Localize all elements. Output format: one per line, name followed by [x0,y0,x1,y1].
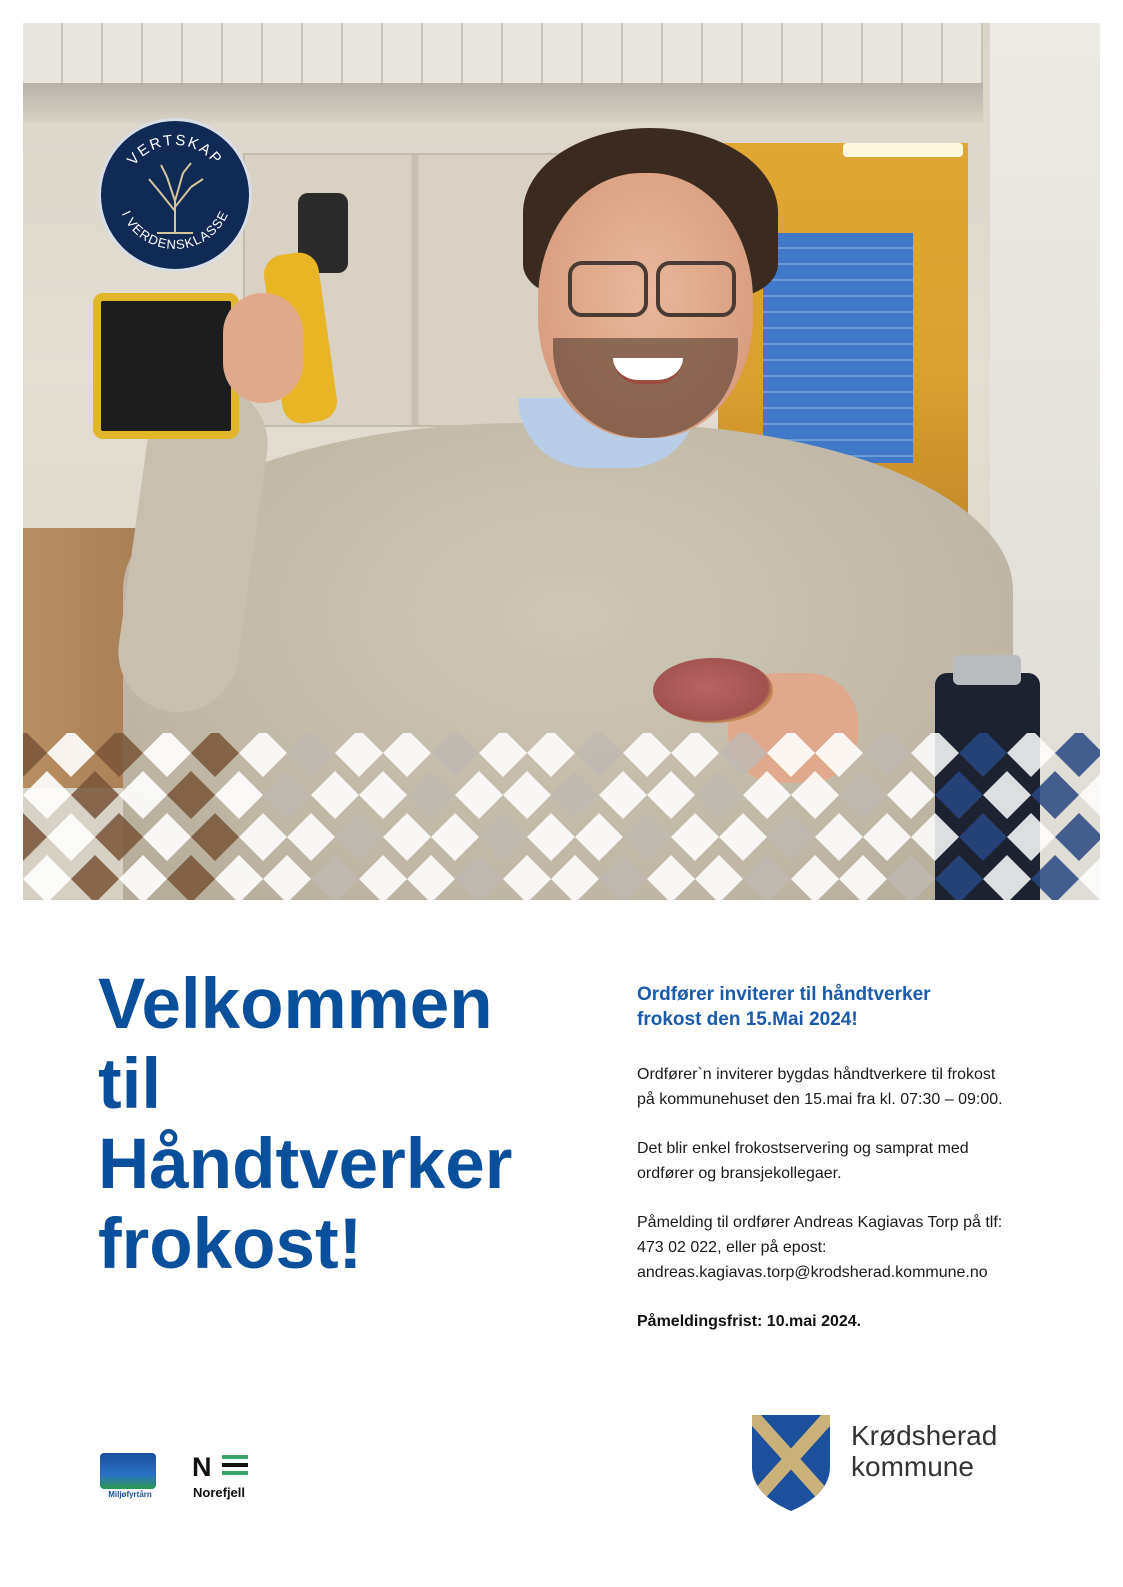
pattern-diamond [599,771,647,819]
pattern-diamond [287,733,335,777]
kommune-shield-icon [752,1415,830,1511]
open-sandwich [653,658,773,723]
pattern-diamond [23,813,47,861]
pattern-diamond [215,771,263,819]
pattern-diamond [455,855,503,900]
badge-bottom-text: I VERDENSKLASSE [118,208,232,253]
para3-line-1: Påmelding til ordfører Andreas Kagiavas Torp på tlf: [637,1214,1003,1231]
miljofyrtarn-label: Miljøfyrtårn [108,1490,152,1499]
norefjell-letter: N [192,1452,212,1482]
pattern-diamond [911,813,959,861]
badge-top-text: VERTSKAP [124,131,226,169]
hand-holding-drill [223,293,303,403]
pattern-diamond [1031,771,1079,819]
pattern-diamond [935,855,983,900]
pattern-diamond [671,813,719,861]
pattern-diamond [119,771,167,819]
kommune-name [851,1420,997,1482]
pattern-diamond [47,733,95,777]
para1-line-2: på kommunehuset den 15.mai fra kl. 07:30 – 09:00. [637,1091,1003,1108]
invitation-text [637,982,1057,1334]
pattern-diamond [1031,855,1079,900]
pattern-diamond [431,813,479,861]
subhead-line-1: Ordfører inviterer til håndtverker [637,984,931,1005]
pattern-diamond [23,771,71,819]
norefjell-label: Norefjell [193,1485,246,1500]
paragraph-time [637,1062,1057,1112]
ceiling-shadow [23,83,983,123]
kommune-line-1: Krødsherad [851,1420,998,1451]
pattern-diamond [335,813,383,861]
pattern-diamond [215,855,263,900]
pattern-diamond [191,733,239,777]
pattern-diamond [407,771,455,819]
pattern-diamond [143,733,191,777]
para3-line-2: 473 02 022, eller på epost: [637,1239,827,1256]
pattern-diamond [671,733,719,777]
pattern-diamond [575,733,623,777]
pattern-diamond [383,733,431,777]
pattern-diamond [503,771,551,819]
pattern-diamond [191,813,239,861]
pattern-diamond [743,771,791,819]
pattern-diamond [719,813,767,861]
pattern-diamond [1079,771,1100,819]
norefjell-logo [192,1452,262,1502]
pattern-diamond [503,855,551,900]
registration-deadline: Påmeldingsfrist: 10.mai 2024. [637,1313,862,1330]
email-link[interactable]: andreas.kagiavas.torp@krodsherad.kommune.no [637,1264,988,1281]
pattern-diamond [695,855,743,900]
subhead-line-2: frokost den 15.Mai 2024! [637,1009,858,1030]
pattern-diamond [455,771,503,819]
pattern-diamond [167,855,215,900]
vertskap-badge [98,118,252,272]
pattern-diamond [695,771,743,819]
pattern-diamond [743,855,791,900]
pattern-diamond [1007,813,1055,861]
pattern-diamond [887,771,935,819]
title-line-3: Håndtverker [98,1125,513,1204]
miljofyrtarn-logo [100,1453,158,1501]
pattern-diamond [983,771,1031,819]
pattern-diamond [23,855,71,900]
ceiling-lamp [843,143,963,157]
pattern-diamond [407,855,455,900]
pattern-diamond [791,771,839,819]
pattern-diamond [23,733,47,777]
ceiling [23,23,983,83]
pattern-diamond [359,855,407,900]
pattern-diamond [815,733,863,777]
pattern-diamond [311,855,359,900]
pattern-diamond [767,733,815,777]
pattern-diamond [167,771,215,819]
paragraph-registration [637,1210,1057,1285]
svg-text:VERTSKAP [124,132,226,169]
pattern-diamond [839,771,887,819]
pattern-diamond [479,813,527,861]
pattern-diamond [263,771,311,819]
pattern-diamond [983,855,1031,900]
pattern-diamond [791,855,839,900]
pattern-diamond [359,771,407,819]
pattern-diamond [551,855,599,900]
para2-line-1: Det blir enkel frokostservering og samprat med [637,1140,969,1157]
pattern-diamond [47,813,95,861]
pattern-diamond [647,855,695,900]
pattern-diamond [527,813,575,861]
mountain-lines-icon [222,1455,248,1479]
pattern-diamond [95,733,143,777]
para1-line-1: Ordfører`n inviterer bygdas håndtverkere til frokost [637,1066,996,1083]
pattern-diamond [1079,855,1100,900]
diamond-pattern [23,733,1100,900]
pattern-diamond [311,771,359,819]
pattern-diamond [839,855,887,900]
pattern-diamond [551,771,599,819]
pattern-diamond [863,813,911,861]
pattern-diamond [71,855,119,900]
pattern-diamond [887,855,935,900]
pattern-diamond [335,733,383,777]
kommune-line-2: kommune [851,1451,974,1482]
lighthouse-icon [100,1453,156,1489]
pattern-diamond [143,813,191,861]
pattern-diamond [623,733,671,777]
pattern-diamond [1055,813,1100,861]
para2-line-2: ordfører og bransjekollegaer. [637,1165,842,1182]
page-title [98,965,578,1285]
pattern-diamond [959,813,1007,861]
title-line-1: Velkommen [98,965,493,1044]
pattern-diamond [383,813,431,861]
pattern-diamond [959,733,1007,777]
pattern-diamond [719,733,767,777]
pattern-diamond [431,733,479,777]
pattern-diamond [863,733,911,777]
pattern-diamond [1055,733,1100,777]
pattern-diamond [119,855,167,900]
window-blinds [763,233,913,463]
pattern-diamond [263,855,311,900]
tree-icon [101,121,249,269]
title-line-2: til [98,1045,162,1124]
invitation-subheading [637,982,1057,1032]
pattern-diamond [767,813,815,861]
pattern-diamond [479,733,527,777]
pattern-diamond [575,813,623,861]
pattern-diamond [599,855,647,900]
pattern-diamond [1007,733,1055,777]
pattern-diamond [239,813,287,861]
title-line-4: frokost! [98,1205,363,1284]
pattern-diamond [71,771,119,819]
pattern-diamond [935,771,983,819]
pattern-diamond [911,733,959,777]
hero-photo [23,23,1100,900]
pattern-diamond [287,813,335,861]
pattern-diamond [239,733,287,777]
pattern-diamond [815,813,863,861]
glasses [568,261,738,313]
pattern-diamond [95,813,143,861]
pattern-diamond [647,771,695,819]
pattern-diamond [527,733,575,777]
paragraph-content [637,1136,1057,1186]
pattern-diamond [623,813,671,861]
